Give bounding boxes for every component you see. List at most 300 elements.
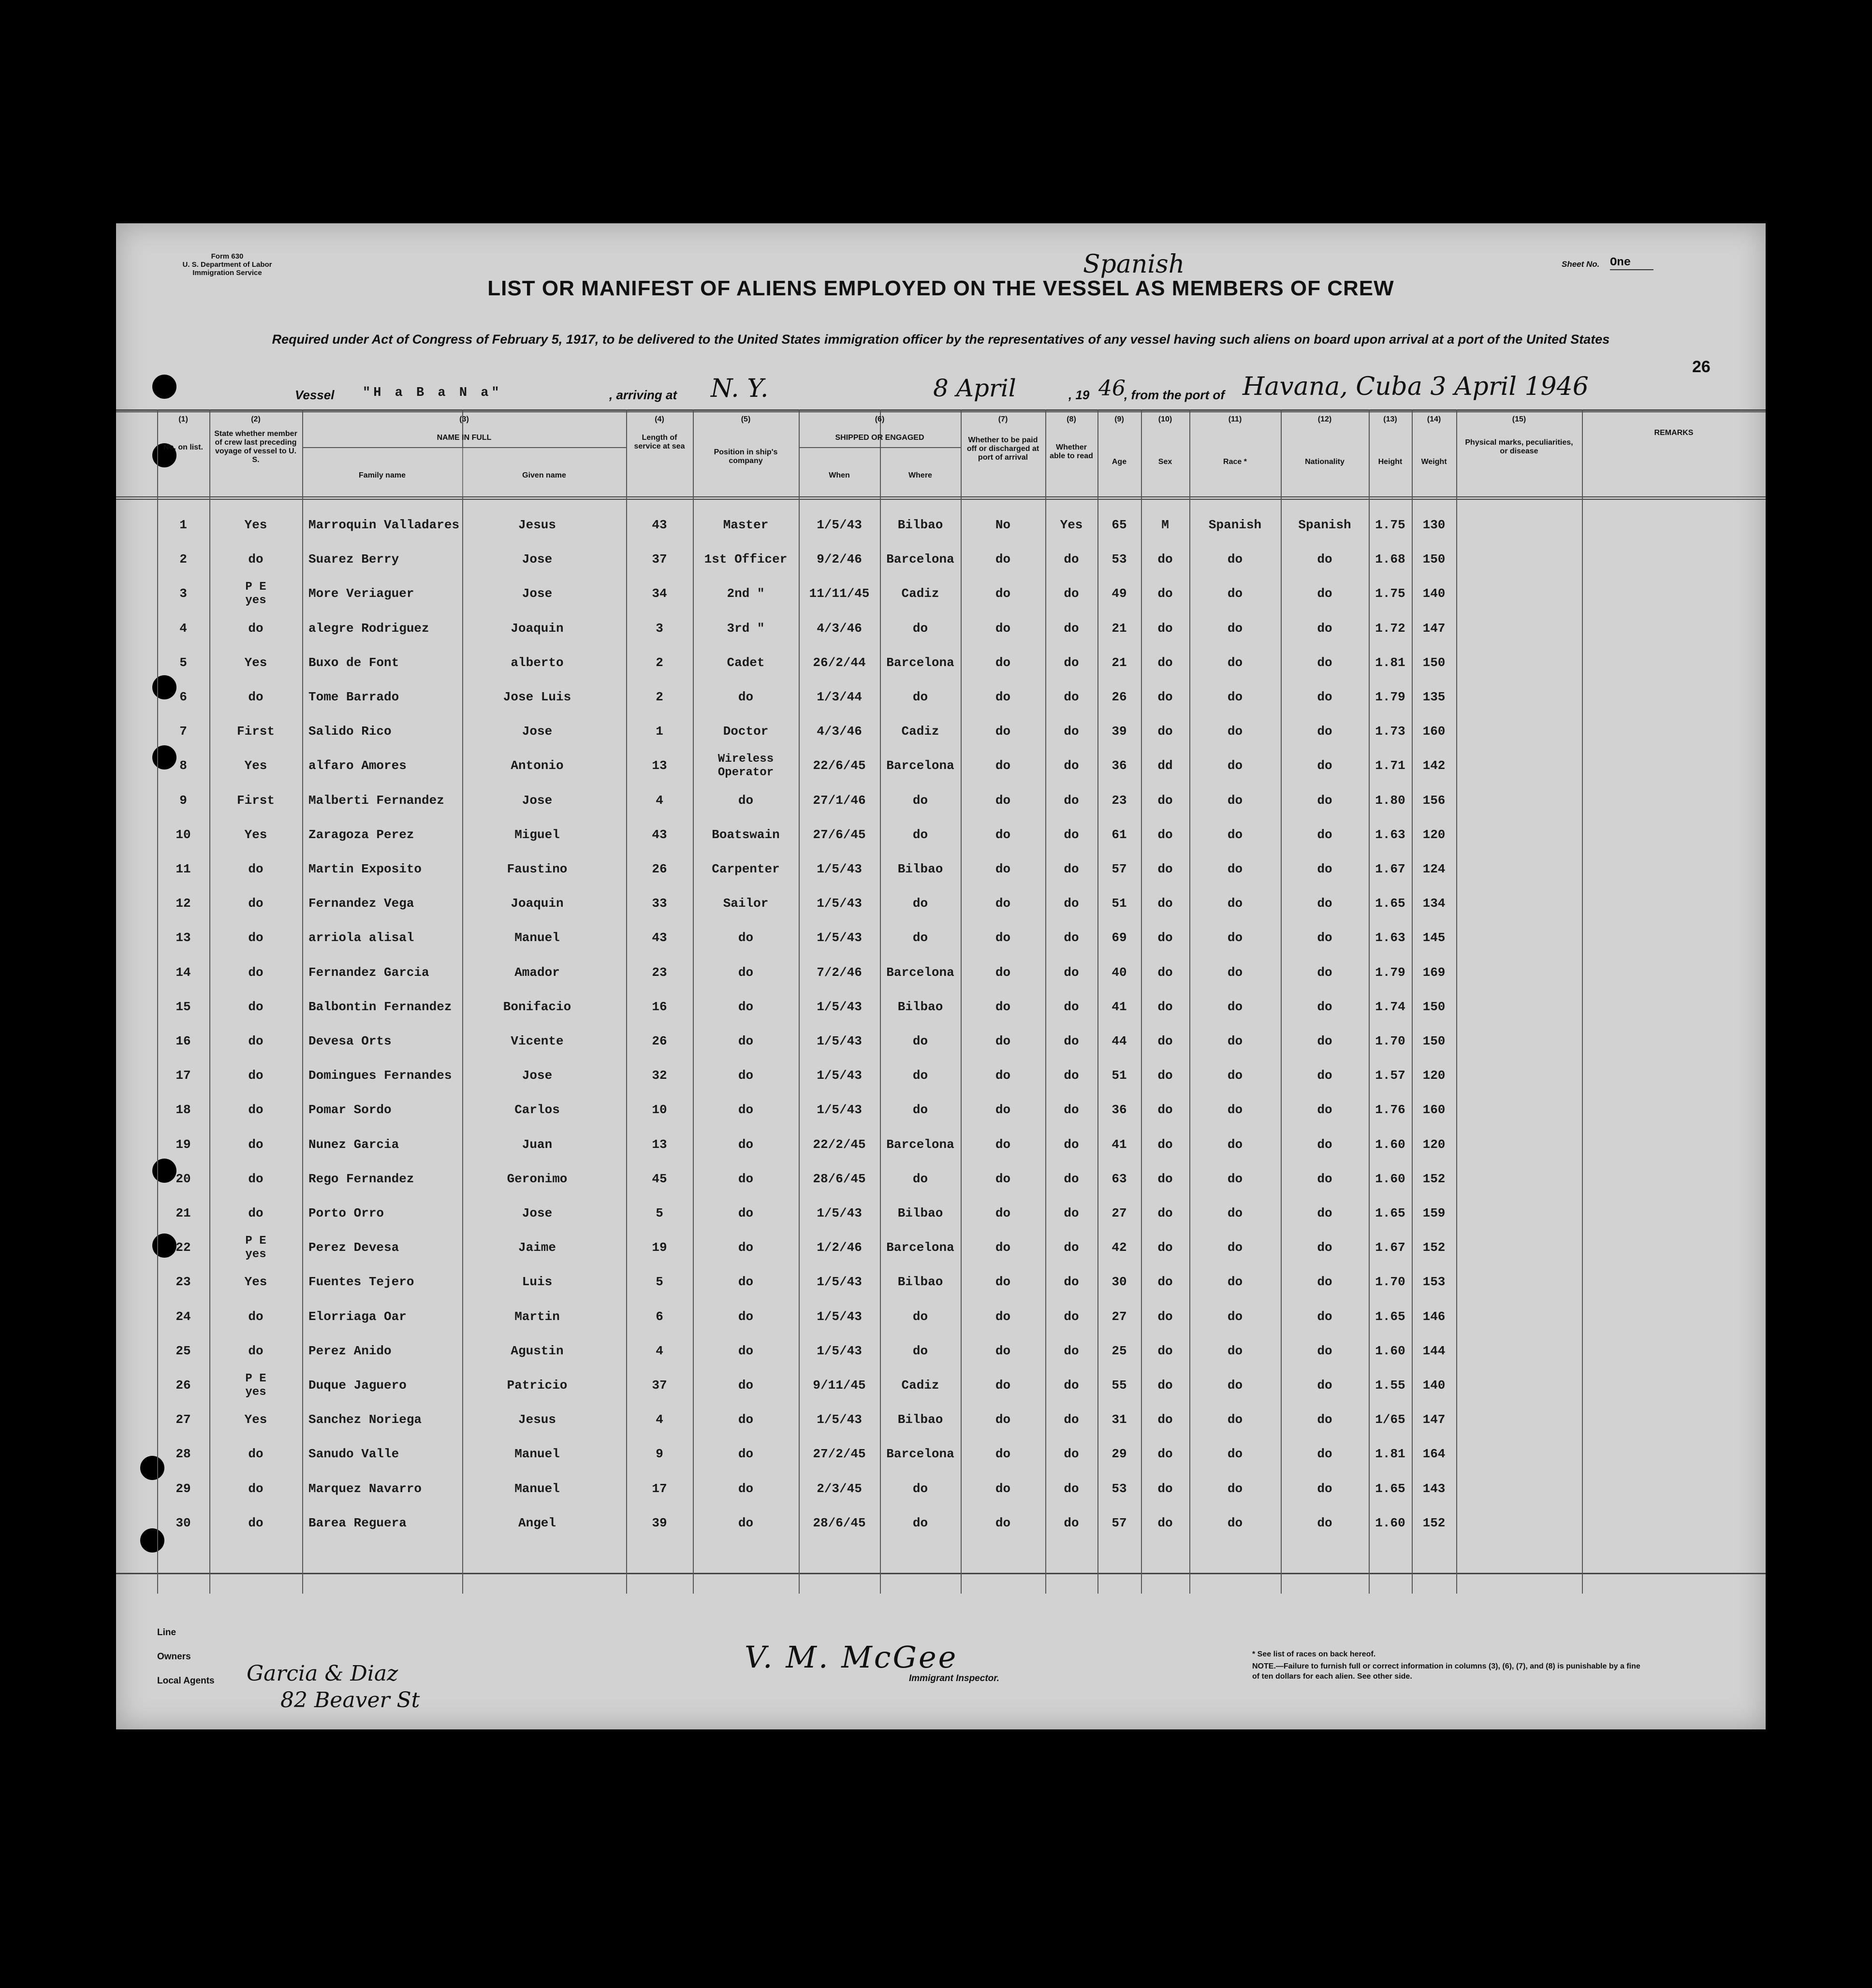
local-agents-label: Local Agents <box>157 1676 215 1686</box>
cell-length-of-service: 5 <box>656 1275 663 1290</box>
cell-height: 1.63 <box>1375 930 1405 945</box>
inspector-signature: V. M. McGee <box>745 1640 958 1675</box>
cell-able-to-read: Yes <box>1060 518 1083 532</box>
cell-shipped-when: 1/5/43 <box>817 1412 862 1427</box>
cell-shipped-when: 1/5/43 <box>817 1206 862 1220</box>
cell-paid-off: do <box>995 930 1011 945</box>
cell-paid-off: do <box>995 758 1011 773</box>
cell-crew-last-voyage: do <box>248 1309 263 1324</box>
col-number: (11) <box>1228 415 1242 423</box>
header-physical-marks: Physical marks, peculiarities, or disease <box>1465 438 1573 455</box>
cell-nationality: do <box>1317 1034 1332 1048</box>
cell-nationality: do <box>1317 965 1332 980</box>
col-number: (3) <box>459 415 469 423</box>
cell-position: do <box>738 1275 754 1290</box>
cell-weight: 140 <box>1422 1378 1446 1393</box>
cell-shipped-when: 27/6/45 <box>813 827 866 842</box>
cell-shipped-where: Bilbao <box>897 1275 943 1290</box>
cell-position: 2nd " <box>727 586 765 601</box>
cell-able-to-read: do <box>1064 1137 1079 1152</box>
cell-crew-last-voyage: do <box>248 621 263 636</box>
cell-age: 41 <box>1112 999 1127 1014</box>
cell-shipped-when: 26/2/44 <box>813 655 866 670</box>
header-height: Height <box>1378 458 1403 466</box>
cell-nationality: do <box>1317 896 1332 911</box>
cell-age: 27 <box>1112 1206 1127 1220</box>
cell-weight: 120 <box>1422 827 1446 842</box>
sheet-number: One <box>1610 256 1653 270</box>
cell-crew-last-voyage: do <box>248 999 263 1014</box>
cell-race: do <box>1227 655 1243 670</box>
cell-crew-last-voyage: Yes <box>244 758 267 773</box>
cell-family-name: Pomar Sordo <box>308 1103 392 1117</box>
col-number: (10) <box>1158 415 1172 423</box>
cell-weight: 140 <box>1422 586 1446 601</box>
cell-shipped-where: do <box>912 793 928 808</box>
cell-race: do <box>1227 724 1243 739</box>
cell-given-name: Agustin <box>511 1343 564 1358</box>
cell-height: 1.76 <box>1375 1103 1405 1117</box>
cell-sex: do <box>1157 999 1173 1014</box>
cell-family-name: Buxo de Font <box>308 655 399 670</box>
cell-shipped-where: Bilbao <box>897 518 943 532</box>
cell-nationality: do <box>1317 1240 1332 1255</box>
cell-sex: do <box>1157 827 1173 842</box>
cell-position: Boatswain <box>712 827 780 842</box>
cell-position: do <box>738 1206 754 1220</box>
header-crew-last-voyage: State whether member of crew last preceding voyage of vessel to U. S. <box>214 430 297 464</box>
cell-given-name: Patricio <box>507 1378 568 1393</box>
header-age: Age <box>1112 458 1127 466</box>
cell-race: do <box>1227 1343 1243 1358</box>
cell-nationality: do <box>1317 1515 1332 1530</box>
cell-age: 51 <box>1112 896 1127 911</box>
crew-table <box>116 409 1766 1594</box>
title-part-1: LIST OR MANIFEST OF ALIENS EMPLOYED ON THE <box>487 276 1037 300</box>
cell-race: do <box>1227 1103 1243 1117</box>
cell-race: Spanish <box>1208 518 1262 532</box>
cell-height: 1.79 <box>1375 965 1405 980</box>
cell-shipped-when: 4/3/46 <box>817 724 862 739</box>
cell-given-name: Manuel <box>514 1447 560 1462</box>
cell-age: 51 <box>1112 1068 1127 1083</box>
cell-position: do <box>738 1378 754 1393</box>
cell-height: 1.67 <box>1375 1240 1405 1255</box>
cell-crew-last-voyage: do <box>248 1481 263 1496</box>
cell-sex: do <box>1157 1447 1173 1462</box>
cell-able-to-read: do <box>1064 1068 1079 1083</box>
cell-length-of-service: 43 <box>652 518 667 532</box>
cell-height: 1.70 <box>1375 1275 1405 1290</box>
cell-crew-last-voyage: do <box>248 1103 263 1117</box>
col-number: (5) <box>741 415 751 423</box>
page-number: 26 <box>1692 358 1711 376</box>
cell-sex: do <box>1157 1343 1173 1358</box>
cell-given-name: Jesus <box>518 1412 556 1427</box>
cell-length-of-service: 13 <box>652 1137 667 1152</box>
cell-paid-off: do <box>995 827 1011 842</box>
cell-shipped-where: do <box>912 827 928 842</box>
cell-able-to-read: do <box>1064 1515 1079 1530</box>
cell-family-name: Nunez Garcia <box>308 1137 399 1152</box>
cell-position: do <box>738 1068 754 1083</box>
cell-crew-last-voyage: P E yes <box>245 1234 266 1262</box>
cell-length-of-service: 4 <box>656 1412 663 1427</box>
cell-paid-off: do <box>995 1137 1011 1152</box>
cell-weight: 152 <box>1422 1515 1446 1530</box>
cell-shipped-when: 1/5/43 <box>817 999 862 1014</box>
cell-length-of-service: 26 <box>652 862 667 876</box>
header-paid-off: Whether to be paid off or discharged at port of arrival <box>966 436 1039 462</box>
cell-crew-last-voyage: do <box>248 965 263 980</box>
cell-sex: do <box>1157 552 1173 567</box>
cell-row-number: 22 <box>176 1240 191 1255</box>
cell-sex: do <box>1157 724 1173 739</box>
cell-height: 1.60 <box>1375 1515 1405 1530</box>
cell-height: 1.80 <box>1375 793 1405 808</box>
cell-row-number: 7 <box>179 724 187 739</box>
cell-row-number: 15 <box>176 999 191 1014</box>
cell-crew-last-voyage: First <box>236 724 275 739</box>
cell-position: do <box>738 930 754 945</box>
header-weight: Weight <box>1421 458 1447 466</box>
cell-weight: 142 <box>1422 758 1446 773</box>
cell-shipped-when: 1/5/43 <box>817 896 862 911</box>
cell-row-number: 18 <box>176 1103 191 1117</box>
cell-age: 53 <box>1112 552 1127 567</box>
cell-able-to-read: do <box>1064 896 1079 911</box>
cell-row-number: 27 <box>176 1412 191 1427</box>
header-nationality: Nationality <box>1305 458 1345 466</box>
col-number: (1) <box>178 415 188 423</box>
col-number: (2) <box>251 415 261 423</box>
cell-able-to-read: do <box>1064 690 1079 704</box>
cell-position: Wireless Operator <box>717 753 774 780</box>
cell-age: 39 <box>1112 724 1127 739</box>
arrival-date: 8 April <box>933 374 1016 402</box>
cell-position: do <box>738 690 754 704</box>
cell-shipped-where: do <box>912 690 928 704</box>
cell-given-name: Amador <box>514 965 560 980</box>
cell-age: 61 <box>1112 827 1127 842</box>
cell-paid-off: do <box>995 1034 1011 1048</box>
cell-able-to-read: do <box>1064 1103 1079 1117</box>
cell-family-name: Fernandez Vega <box>308 896 414 911</box>
local-agents-address: 82 Beaver St <box>280 1688 420 1712</box>
cell-height: 1.65 <box>1375 1481 1405 1496</box>
col-number: (6) <box>875 415 885 423</box>
cell-row-number: 21 <box>176 1206 191 1220</box>
cell-weight: 150 <box>1422 552 1446 567</box>
cell-family-name: Sanchez Noriega <box>308 1412 422 1427</box>
cell-paid-off: do <box>995 793 1011 808</box>
cell-weight: 147 <box>1422 621 1446 636</box>
cell-paid-off: do <box>995 896 1011 911</box>
cell-weight: 134 <box>1422 896 1446 911</box>
cell-nationality: do <box>1317 862 1332 876</box>
cell-race: do <box>1227 1034 1243 1048</box>
arrival-year: 46 <box>1098 376 1126 401</box>
cell-weight: 169 <box>1422 965 1446 980</box>
cell-row-number: 29 <box>176 1481 191 1496</box>
cell-family-name: Tome Barrado <box>308 690 399 704</box>
cell-crew-last-voyage: do <box>248 1515 263 1530</box>
cell-shipped-where: do <box>912 1481 928 1496</box>
cell-given-name: Jose <box>522 1068 553 1083</box>
cell-shipped-where: Cadiz <box>901 586 939 601</box>
cell-shipped-when: 4/3/46 <box>817 621 862 636</box>
cell-weight: 164 <box>1422 1447 1446 1462</box>
header-race: Race * <box>1223 458 1247 466</box>
cell-family-name: Fuentes Tejero <box>308 1275 414 1290</box>
cell-crew-last-voyage: do <box>248 1034 263 1048</box>
cell-age: 69 <box>1112 930 1127 945</box>
cell-nationality: do <box>1317 1171 1332 1186</box>
cell-shipped-when: 28/6/45 <box>813 1171 866 1186</box>
cell-paid-off: do <box>995 655 1011 670</box>
cell-race: do <box>1227 1275 1243 1290</box>
cell-given-name: Jose <box>522 793 553 808</box>
cell-height: 1.74 <box>1375 999 1405 1014</box>
col-number: (7) <box>998 415 1008 423</box>
cell-row-number: 25 <box>176 1343 191 1358</box>
cell-paid-off: do <box>995 1378 1011 1393</box>
cell-age: 41 <box>1112 1137 1127 1152</box>
cell-height: 1.65 <box>1375 896 1405 911</box>
cell-paid-off: do <box>995 1343 1011 1358</box>
cell-paid-off: do <box>995 1206 1011 1220</box>
cell-sex: do <box>1157 1103 1173 1117</box>
note-penalty: NOTE.—Failure to furnish full or correct information in columns (3), (6), (7), and (8) is punishable by a fine of ten dollars for each alien. See other side. <box>1252 1662 1640 1681</box>
cell-weight: 160 <box>1422 724 1446 739</box>
cell-age: 65 <box>1112 518 1127 532</box>
cell-sex: do <box>1157 1515 1173 1530</box>
cell-sex: M <box>1161 518 1169 532</box>
cell-height: 1.70 <box>1375 1034 1405 1048</box>
cell-able-to-read: do <box>1064 1343 1079 1358</box>
cell-age: 49 <box>1112 586 1127 601</box>
cell-height: 1/65 <box>1375 1412 1405 1427</box>
cell-position: do <box>738 1309 754 1324</box>
cell-race: do <box>1227 862 1243 876</box>
cell-sex: do <box>1157 930 1173 945</box>
cell-race: do <box>1227 999 1243 1014</box>
cell-able-to-read: do <box>1064 793 1079 808</box>
cell-nationality: do <box>1317 999 1332 1014</box>
cell-row-number: 28 <box>176 1447 191 1462</box>
cell-shipped-when: 7/2/46 <box>817 965 862 980</box>
cell-length-of-service: 4 <box>656 793 663 808</box>
cell-shipped-where: Bilbao <box>897 1206 943 1220</box>
cell-shipped-where: do <box>912 1309 928 1324</box>
cell-able-to-read: do <box>1064 586 1079 601</box>
cell-position: do <box>738 1034 754 1048</box>
cell-nationality: do <box>1317 586 1332 601</box>
cell-shipped-when: 1/5/43 <box>817 1343 862 1358</box>
cell-height: 1.63 <box>1375 827 1405 842</box>
cell-length-of-service: 1 <box>656 724 663 739</box>
cell-shipped-where: do <box>912 621 928 636</box>
cell-length-of-service: 9 <box>656 1447 663 1462</box>
cell-sex: do <box>1157 1068 1173 1083</box>
cell-nationality: Spanish <box>1298 518 1351 532</box>
cell-age: 63 <box>1112 1171 1127 1186</box>
cell-shipped-when: 1/5/43 <box>817 518 862 532</box>
cell-shipped-where: Barcelona <box>886 965 954 980</box>
cell-shipped-where: Bilbao <box>897 1412 943 1427</box>
cell-able-to-read: do <box>1064 1206 1079 1220</box>
cell-race: do <box>1227 586 1243 601</box>
cell-able-to-read: do <box>1064 1275 1079 1290</box>
cell-nationality: do <box>1317 552 1332 567</box>
cell-nationality: do <box>1317 930 1332 945</box>
cell-row-number: 16 <box>176 1034 191 1048</box>
cell-height: 1.79 <box>1375 690 1405 704</box>
cell-nationality: do <box>1317 1137 1332 1152</box>
cell-crew-last-voyage: Yes <box>244 1412 267 1427</box>
arriving-port: N. Y. <box>711 374 769 403</box>
cell-shipped-when: 11/11/45 <box>809 586 870 601</box>
cell-height: 1.81 <box>1375 1447 1405 1462</box>
cell-crew-last-voyage: Yes <box>244 518 267 532</box>
cell-position: do <box>738 965 754 980</box>
cell-position: 3rd " <box>727 621 765 636</box>
cell-weight: 160 <box>1422 1103 1446 1117</box>
cell-given-name: Jaime <box>518 1240 556 1255</box>
cell-given-name: Geronimo <box>507 1171 568 1186</box>
cell-given-name: Jose Luis <box>503 690 571 704</box>
cell-able-to-read: do <box>1064 1481 1079 1496</box>
cell-sex: do <box>1157 896 1173 911</box>
cell-crew-last-voyage: First <box>236 793 275 808</box>
cell-length-of-service: 10 <box>652 1103 667 1117</box>
cell-nationality: do <box>1317 1412 1332 1427</box>
cell-length-of-service: 37 <box>652 552 667 567</box>
cell-paid-off: do <box>995 1275 1011 1290</box>
cell-race: do <box>1227 690 1243 704</box>
cell-age: 53 <box>1112 1481 1127 1496</box>
cell-given-name: Jose <box>522 586 553 601</box>
cell-row-number: 8 <box>179 758 187 773</box>
cell-given-name: Vicente <box>511 1034 564 1048</box>
cell-family-name: Domingues Fernandes <box>308 1068 452 1083</box>
cell-shipped-where: do <box>912 1171 928 1186</box>
header-length-service: Length of service at sea <box>634 434 685 450</box>
cell-position: do <box>738 793 754 808</box>
cell-paid-off: do <box>995 1447 1011 1462</box>
col-number: (8) <box>1067 415 1076 423</box>
cell-weight: 147 <box>1422 1412 1446 1427</box>
cell-length-of-service: 32 <box>652 1068 667 1083</box>
cell-given-name: Jesus <box>518 518 556 532</box>
cell-row-number: 12 <box>176 896 191 911</box>
cell-age: 44 <box>1112 1034 1127 1048</box>
cell-nationality: do <box>1317 1206 1332 1220</box>
cell-sex: do <box>1157 1034 1173 1048</box>
cell-family-name: Balbontin Fernandez <box>308 999 452 1014</box>
cell-shipped-where: Cadiz <box>901 724 939 739</box>
cell-weight: 145 <box>1422 930 1446 945</box>
cell-nationality: do <box>1317 1103 1332 1117</box>
cell-age: 25 <box>1112 1343 1127 1358</box>
cell-sex: do <box>1157 1481 1173 1496</box>
cell-crew-last-voyage: do <box>248 862 263 876</box>
cell-age: 57 <box>1112 862 1127 876</box>
cell-crew-last-voyage: P E yes <box>245 1372 266 1399</box>
cell-able-to-read: do <box>1064 1171 1079 1186</box>
cell-shipped-when: 1/3/44 <box>817 690 862 704</box>
cell-family-name: alegre Rodriguez <box>308 621 429 636</box>
col-number: (9) <box>1114 415 1124 423</box>
cell-weight: 120 <box>1422 1137 1446 1152</box>
cell-height: 1.65 <box>1375 1206 1405 1220</box>
cell-shipped-where: Barcelona <box>886 552 954 567</box>
cell-paid-off: do <box>995 1481 1011 1496</box>
cell-paid-off: do <box>995 999 1011 1014</box>
cell-length-of-service: 6 <box>656 1309 663 1324</box>
cell-given-name: Manuel <box>514 1481 560 1496</box>
cell-crew-last-voyage: do <box>248 552 263 567</box>
cell-given-name: Bonifacio <box>503 999 571 1014</box>
cell-crew-last-voyage: Yes <box>244 827 267 842</box>
cell-given-name: Joaquin <box>511 896 564 911</box>
cell-length-of-service: 45 <box>652 1171 667 1186</box>
cell-row-number: 24 <box>176 1309 191 1324</box>
cell-paid-off: do <box>995 1240 1011 1255</box>
cell-age: 30 <box>1112 1275 1127 1290</box>
cell-shipped-when: 22/6/45 <box>813 758 866 773</box>
cell-row-number: 5 <box>179 655 187 670</box>
cell-shipped-where: Barcelona <box>886 758 954 773</box>
cell-shipped-where: do <box>912 930 928 945</box>
from-port-label: , from the port of <box>1124 388 1225 402</box>
cell-shipped-when: 27/2/45 <box>813 1447 866 1462</box>
cell-weight: 152 <box>1422 1171 1446 1186</box>
cell-family-name: Perez Anido <box>308 1343 392 1358</box>
cell-shipped-when: 1/5/43 <box>817 1034 862 1048</box>
header-sex: Sex <box>1158 458 1172 466</box>
cell-position: do <box>738 1343 754 1358</box>
cell-row-number: 23 <box>176 1275 191 1290</box>
cell-family-name: arriola alisal <box>308 930 414 945</box>
cell-able-to-read: do <box>1064 1034 1079 1048</box>
cell-race: do <box>1227 1378 1243 1393</box>
cell-race: do <box>1227 552 1243 567</box>
cell-sex: do <box>1157 1137 1173 1152</box>
cell-weight: 143 <box>1422 1481 1446 1496</box>
cell-weight: 120 <box>1422 1068 1446 1083</box>
cell-race: do <box>1227 1412 1243 1427</box>
header-no-on-list: No. on list. <box>163 443 203 451</box>
cell-nationality: do <box>1317 1343 1332 1358</box>
cell-nationality: do <box>1317 1481 1332 1496</box>
cell-age: 57 <box>1112 1515 1127 1530</box>
cell-given-name: Jose <box>522 724 553 739</box>
cell-weight: 150 <box>1422 1034 1446 1048</box>
cell-given-name: Jose <box>522 1206 553 1220</box>
cell-crew-last-voyage: do <box>248 930 263 945</box>
cell-shipped-when: 1/5/43 <box>817 1275 862 1290</box>
cell-paid-off: do <box>995 862 1011 876</box>
inspector-label: Immigrant Inspector. <box>909 1673 999 1683</box>
cell-given-name: Luis <box>522 1275 553 1290</box>
handwritten-nationality: Spanish <box>1083 250 1185 279</box>
cell-given-name: alberto <box>511 655 564 670</box>
cell-age: 23 <box>1112 793 1127 808</box>
cell-race: do <box>1227 965 1243 980</box>
cell-crew-last-voyage: do <box>248 1137 263 1152</box>
cell-length-of-service: 2 <box>656 690 663 704</box>
